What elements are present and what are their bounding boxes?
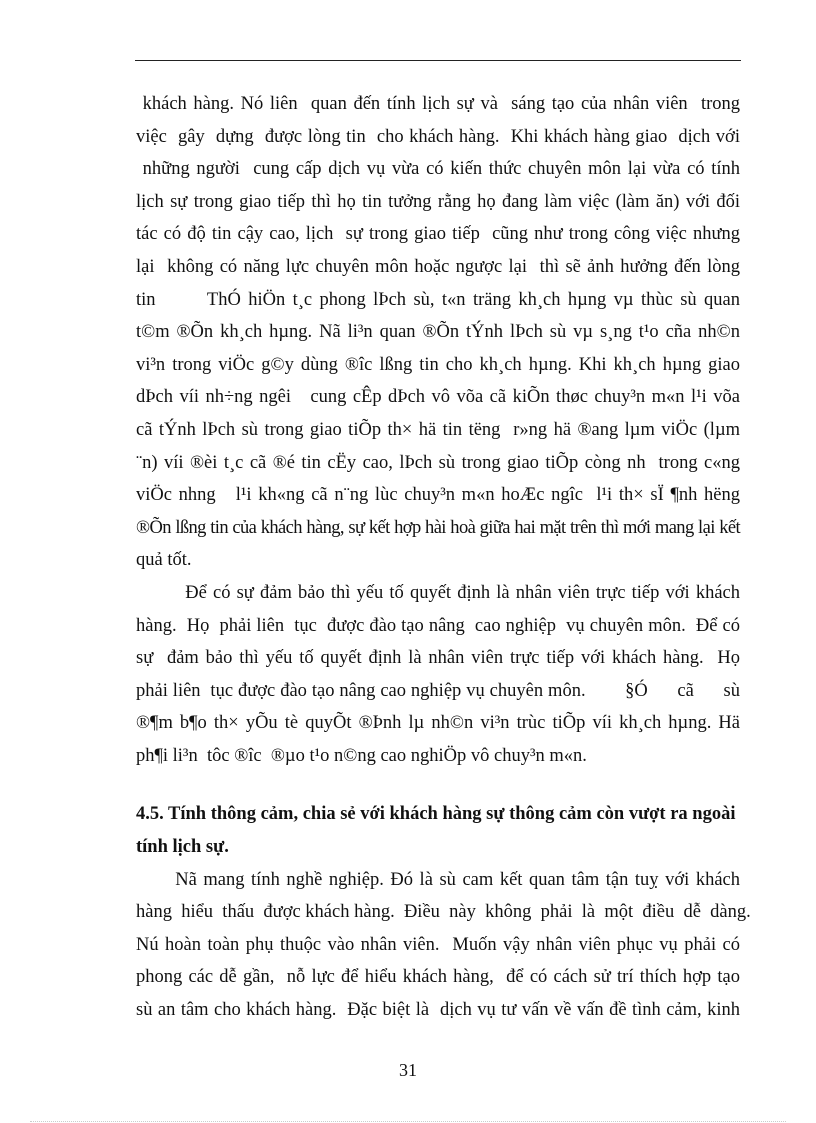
text-line: Nú hoàn toàn phụ thuộc vào nhân viên. Muốn vậy nhân viên phục vụ phải có — [136, 934, 740, 955]
paragraph-3 — [136, 864, 751, 1027]
text-line: vi³n trong viÖc g©y dùng ®îc lßng tin cho kh¸ch hµng. Khi kh¸ch hµng giao — [136, 354, 740, 375]
page-body — [136, 88, 751, 1027]
text-line: sù an tâm cho khách hàng. Đặc biệt là dịch vụ tư vấn về vấn đề tình cảm, kinh — [136, 1000, 740, 1021]
text-line: dÞch víi nh÷ng ngêi cung cÊp dÞch vô võa cã kiÕn thøc chuy³n m«n l¹i võa — [136, 387, 740, 408]
text-line: phải liên tục được đào tạo nâng cao nghiệp vụ chuyên môn. §Ó cã sù — [136, 680, 740, 701]
text-line: hàng. Họ phải liên tục được đào tạo nâng cao nghiệp vụ chuyên môn. Để có — [136, 615, 740, 636]
paragraph-1 — [136, 88, 740, 577]
section-heading: 4.5. Tính thông cảm, chia sẻ với khách hàng sự thông cảm còn vượt ra ngoài tính lịch sự. — [136, 804, 736, 858]
text-line: ¨n) víi ®èi t¸c cã ®é tin cËy cao, lÞch sù trong giao tiÕp còng nh trong c«ng — [136, 452, 740, 473]
text-line: những người cung cấp dịch vụ vừa có kiến thức chuyên môn lại vừa có tính — [136, 159, 740, 180]
text-line: việc gây dựng được lòng tin cho khách hàng. Khi khách hàng giao dịch với — [136, 126, 740, 147]
page-bottom-border — [30, 1121, 786, 1122]
text-line: ®¶m b¶o th× yÕu tè quyÕt ®Þnh lµ nh©n vi³n trùc tiÕp víi kh¸ch hµng. Hä — [136, 713, 740, 734]
text-line: quả tốt. — [136, 550, 192, 571]
text-line: sự đảm bảo thì yếu tố quyết định là nhân viên trực tiếp với khách hàng. Họ — [136, 648, 740, 669]
text-line: khách hàng. Nó liên quan đến tính lịch sự và sáng tạo của nhân viên trong — [136, 94, 740, 114]
text-line: t©m ®Õn kh¸ch hµng. Nã li³n quan ®Õn tÝnh lÞch sù vµ s¸ng t¹o cña nh©n — [136, 322, 740, 343]
text-line: lại không có năng lực chuyên môn hoặc ngược lại thì sẽ ảnh hưởng đến lòng — [136, 256, 740, 277]
text-line: phong các dễ gần, nỗ lực để hiểu khách hàng, để có cách sử trí thích hợp tạo — [136, 967, 740, 988]
text-line: ®Õn lßng tin của khách hàng, sự kết hợp hài hoà giữa hai mặt trên thì mới mang lại kết — [136, 517, 740, 538]
paragraph-2 — [136, 577, 740, 773]
text-line: cã tÝnh lÞch sù trong giao tiÕp th× hä tin tëng r»ng hä ®ang lµm viÖc (lµm — [136, 419, 740, 440]
header-rule — [135, 60, 741, 61]
text-line: viÖc nhng l¹i kh«ng cã n¨ng lùc chuy³n m«n hoÆc ngîc l¹i th× sÏ ¶nh hëng — [136, 485, 740, 506]
text-line: ph¶i li³n tôc ®îc ®µo t¹o n©ng cao nghiÖp vô chuy³n m«n. — [136, 745, 587, 766]
page-number: 31 — [399, 1060, 417, 1080]
text-line: Nã mang tính nghề nghiệp. Đó là sù cam kết quan tâm tận tuỵ với khách — [136, 869, 740, 890]
text-line: tin ThÓ hiÖn t¸c phong lÞch sù, t«n träng kh¸ch hµng vµ thùc sù quan — [136, 289, 740, 310]
text-line: Để có sự đảm bảo thì yếu tố quyết định là nhân viên trực tiếp với khách — [136, 582, 740, 603]
text-line: tác có độ tin cậy cao, lịch sự trong giao tiếp cũng như trong công việc nhưng — [136, 224, 740, 245]
text-line: hàng hiểu thấu được khách hàng. Điều này không phải là một điều dễ dàng. — [136, 902, 751, 923]
text-line: lịch sự trong giao tiếp thì họ tin tưởng rằng họ đang làm việc (làm ăn) với đối — [136, 191, 740, 212]
